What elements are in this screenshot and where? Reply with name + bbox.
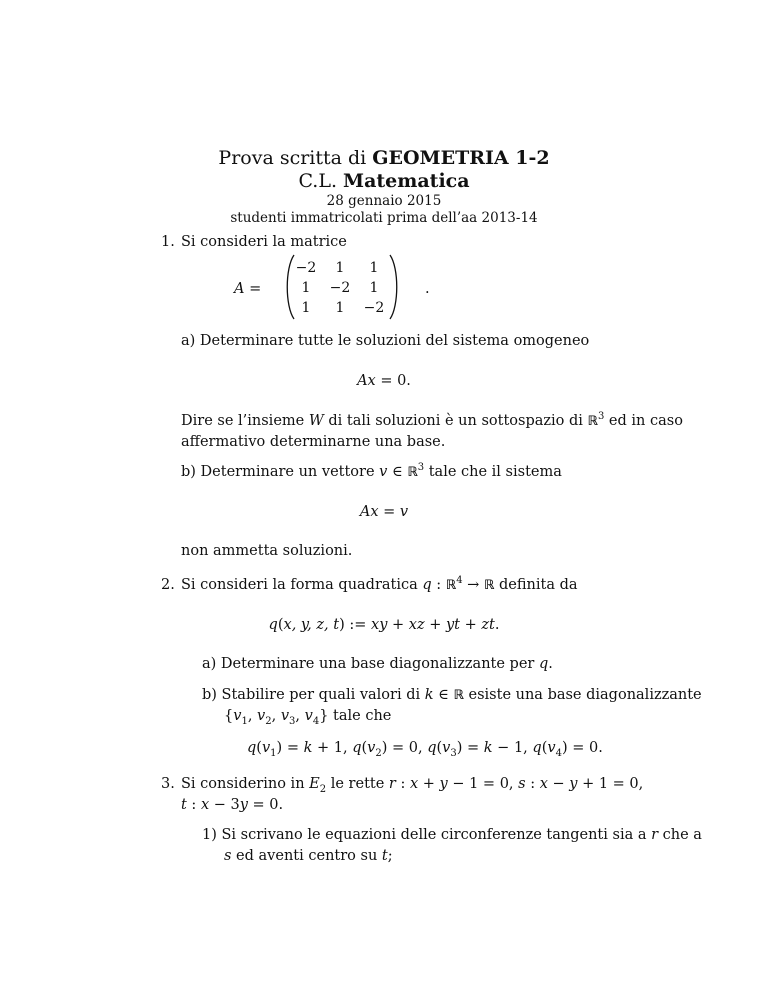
ex3-part1-line2: s ed aventi centro su t; xyxy=(224,848,393,864)
ex1-part-b-text: non ammetta soluzioni. xyxy=(181,543,353,559)
ex1-part-a-question-line2: affermativo determinarne una base. xyxy=(181,434,446,450)
matrix-cell: 1 xyxy=(335,260,345,276)
ex3-number: 3. xyxy=(161,776,175,792)
ex1-number: 1. xyxy=(161,234,175,250)
exam-note: studenti immatricolati prima dell’aa 2013-14 xyxy=(230,210,538,226)
matrix-cell: 1 xyxy=(369,280,379,296)
ex1-part-a: a) Determinare tutte le soluzioni del sistema omogeneo xyxy=(181,333,590,349)
ex1-part-b-equation: Ax = v xyxy=(359,504,409,520)
course-line xyxy=(0,170,768,192)
matrix-cell: 1 xyxy=(301,300,311,316)
ex2-part-b-line2: {$v_1$, $v_2$, $v_3$, $v_4$} tale che xyxy=(224,708,392,727)
course-name: Matematica xyxy=(343,170,470,192)
exam-date: 28 gennaio 2015 xyxy=(326,193,442,209)
matrix-cell: 1 xyxy=(369,260,379,276)
ex3-part1-line1: 1) Si scrivano le equazioni delle circonferenze tangenti sia a r che a xyxy=(202,827,702,843)
ex1-part-a-equation: Ax = 0. xyxy=(357,373,411,389)
ex1-part-a-question-line1: Dire se l’insieme W di tali soluzioni è un sottospazio di ℝ$^3$ ed in caso xyxy=(181,411,683,429)
ex2-equation: q(x, y, z, t) := xy + xz + yt + zt. xyxy=(268,617,500,633)
ex3-line2: t : x − 3y = 0. xyxy=(181,797,284,813)
matrix-cell: −2 xyxy=(329,280,351,296)
ex1-intro: Si consideri la matrice xyxy=(181,234,347,250)
ex2-part-a: a) Determinare una base diagonalizzante per q. xyxy=(202,656,553,672)
ex2-part-b-equation: $q(v_1) = k + 1$, $q(v_2) = 0$, $q(v_3) = k - 1$, $q(v_4) = 0$. xyxy=(247,740,603,759)
ex2-intro: Si consideri la forma quadratica q : ℝ$^4$ → ℝ definita da xyxy=(181,575,578,593)
ex1-matrix-label: A = xyxy=(234,281,262,297)
ex1-part-b: b) Determinare un vettore v ∈ ℝ$^3$ tale che il sistema xyxy=(181,462,562,480)
exam-title xyxy=(0,147,768,169)
title-subject: GEOMETRIA 1-2 xyxy=(372,147,550,169)
matrix-cell: 1 xyxy=(301,280,311,296)
ex2-part-b-line1: b) Stabilire per quali valori di k ∈ ℝ esiste una base diagonalizzante xyxy=(202,687,702,703)
ex3-line1: Si considerino in $E_2$ le rette r : x + y − 1 = 0, s : x − y + 1 = 0, xyxy=(181,776,644,795)
matrix-cell: 1 xyxy=(335,300,345,316)
right-paren-icon xyxy=(388,254,402,320)
ex2-number: 2. xyxy=(161,577,175,593)
ex1-matrix-end: . xyxy=(425,281,430,297)
course-prefix: C.L. xyxy=(298,170,337,192)
ex1-matrix-eq-sign: = xyxy=(249,281,262,297)
matrix-cell: −2 xyxy=(295,260,317,276)
title-prefix: Prova scritta di xyxy=(218,147,367,169)
matrix-cell: −2 xyxy=(363,300,385,316)
